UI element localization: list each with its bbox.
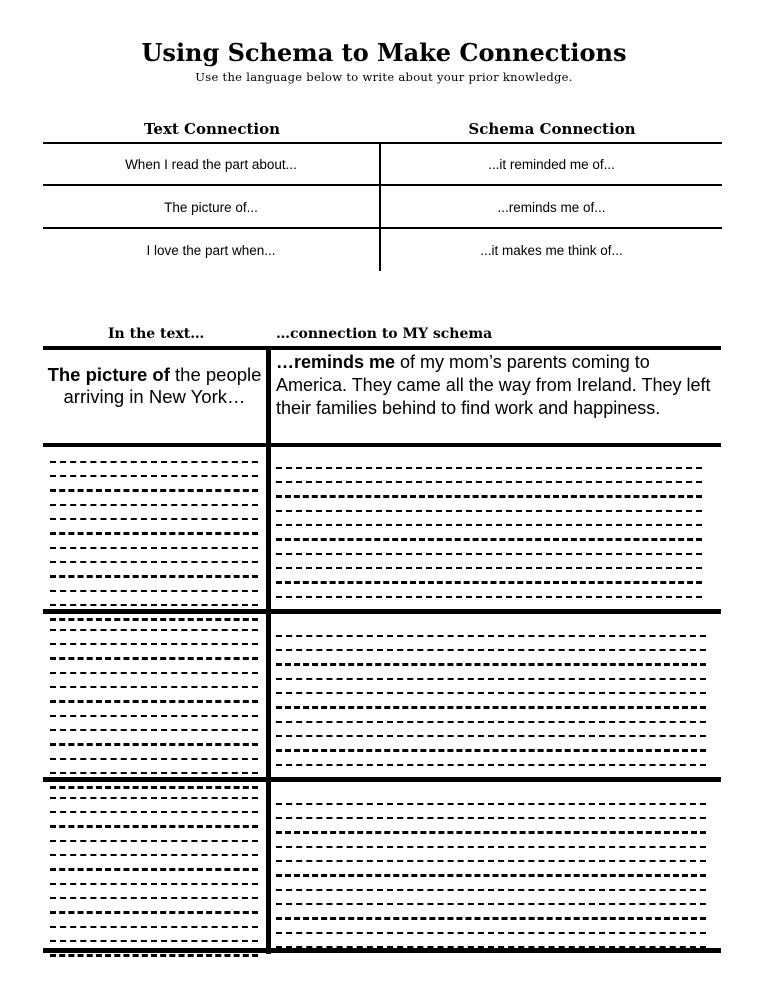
example-stem-bold: …reminds me bbox=[276, 352, 396, 372]
writing-line[interactable] bbox=[50, 677, 258, 688]
writing-line[interactable] bbox=[276, 515, 702, 526]
table-rule bbox=[43, 443, 721, 447]
page-title: Using Schema to Make Connections bbox=[141, 38, 627, 67]
writing-line[interactable] bbox=[50, 802, 258, 813]
example-text-cell bbox=[43, 364, 266, 408]
writing-line[interactable] bbox=[50, 581, 258, 592]
writing-line[interactable] bbox=[50, 523, 258, 535]
writing-line[interactable] bbox=[50, 452, 258, 463]
writing-line[interactable] bbox=[276, 458, 702, 469]
writing-line[interactable] bbox=[50, 845, 258, 856]
writing-line[interactable] bbox=[276, 769, 706, 780]
writing-line[interactable] bbox=[276, 683, 706, 694]
writing-line[interactable] bbox=[50, 763, 258, 774]
writing-line[interactable] bbox=[50, 691, 258, 703]
writing-line[interactable] bbox=[50, 663, 258, 674]
writing-line[interactable] bbox=[276, 923, 706, 934]
writing-line[interactable] bbox=[276, 486, 702, 498]
example-stem-bold: The picture of bbox=[47, 364, 170, 385]
writing-line[interactable] bbox=[50, 466, 258, 477]
stems-header-text-connection: Text Connection bbox=[143, 120, 281, 138]
writing-line[interactable] bbox=[276, 572, 702, 584]
writing-line[interactable] bbox=[50, 538, 258, 549]
writing-line[interactable] bbox=[276, 851, 706, 862]
writing-line[interactable] bbox=[276, 726, 706, 737]
writing-line[interactable] bbox=[50, 902, 258, 914]
writing-lines-right-1[interactable] bbox=[276, 458, 702, 615]
writing-line[interactable] bbox=[276, 669, 706, 680]
page-subtitle: Use the language below to write about your prior knowledge. bbox=[195, 70, 573, 84]
writing-line[interactable] bbox=[276, 626, 706, 637]
writing-line[interactable] bbox=[50, 945, 258, 957]
stem-text-3: I love the part when... bbox=[146, 243, 276, 258]
writing-line[interactable] bbox=[50, 888, 258, 899]
writing-line[interactable] bbox=[50, 634, 258, 645]
stems-header-schema-connection: Schema Connection bbox=[468, 120, 636, 138]
writing-line[interactable] bbox=[276, 697, 706, 709]
writing-line[interactable] bbox=[276, 937, 706, 948]
writing-line[interactable] bbox=[50, 720, 258, 731]
writing-line[interactable] bbox=[50, 931, 258, 942]
writing-lines-left-3[interactable] bbox=[50, 788, 258, 960]
writing-line[interactable] bbox=[50, 648, 258, 660]
writing-line[interactable] bbox=[276, 558, 702, 569]
stem-text-1: When I read the part about... bbox=[125, 157, 297, 172]
writing-line[interactable] bbox=[276, 501, 702, 512]
stem-schema-3: ...it makes me think of... bbox=[480, 243, 623, 258]
writing-line[interactable] bbox=[276, 894, 706, 905]
writing-line[interactable] bbox=[276, 712, 706, 723]
writing-line[interactable] bbox=[276, 654, 706, 666]
writing-line[interactable] bbox=[50, 874, 258, 885]
sentence-stems-table bbox=[43, 142, 722, 271]
writing-line[interactable] bbox=[276, 755, 706, 766]
writing-lines-left-2[interactable] bbox=[50, 620, 258, 792]
writing-line[interactable] bbox=[276, 601, 702, 612]
writing-line[interactable] bbox=[50, 706, 258, 717]
writing-line[interactable] bbox=[50, 831, 258, 842]
writing-line[interactable] bbox=[276, 837, 706, 848]
example-text: the people arriving in New York… bbox=[63, 364, 262, 407]
writing-line[interactable] bbox=[50, 749, 258, 760]
writing-line[interactable] bbox=[276, 822, 706, 834]
writing-header-my-schema: …connection to MY schema bbox=[276, 326, 493, 342]
writing-line[interactable] bbox=[276, 740, 706, 752]
writing-header-in-text: In the text… bbox=[108, 326, 205, 342]
writing-line[interactable] bbox=[50, 917, 258, 928]
stem-text-2: The picture of... bbox=[164, 200, 258, 215]
writing-table bbox=[43, 346, 721, 954]
writing-line[interactable] bbox=[50, 816, 258, 828]
stem-schema-1: ...it reminded me of... bbox=[488, 157, 615, 172]
writing-line[interactable] bbox=[50, 620, 258, 631]
example-schema-text: of my mom’s parents coming to America. They came all the way from Ireland. They left their families behind to find work and happiness. bbox=[276, 352, 711, 418]
writing-line[interactable] bbox=[50, 480, 258, 492]
writing-line[interactable] bbox=[50, 788, 258, 799]
writing-line[interactable] bbox=[50, 495, 258, 506]
example-schema-cell bbox=[276, 351, 716, 420]
writing-line[interactable] bbox=[50, 566, 258, 578]
writing-lines-right-2[interactable] bbox=[276, 626, 706, 783]
writing-lines-left-1[interactable] bbox=[50, 452, 258, 624]
writing-line[interactable] bbox=[276, 908, 706, 920]
stem-schema-2: ...reminds me of... bbox=[497, 200, 606, 215]
writing-line[interactable] bbox=[276, 794, 706, 805]
writing-line[interactable] bbox=[276, 865, 706, 877]
writing-line[interactable] bbox=[50, 595, 258, 606]
writing-line[interactable] bbox=[276, 587, 702, 598]
writing-line[interactable] bbox=[276, 808, 706, 819]
writing-line[interactable] bbox=[50, 552, 258, 563]
writing-line[interactable] bbox=[50, 734, 258, 746]
writing-line[interactable] bbox=[276, 529, 702, 541]
writing-line[interactable] bbox=[276, 640, 706, 651]
table-divider bbox=[266, 346, 271, 954]
writing-line[interactable] bbox=[50, 509, 258, 520]
writing-line[interactable] bbox=[276, 544, 702, 555]
writing-line[interactable] bbox=[276, 880, 706, 891]
table-rule bbox=[43, 346, 721, 350]
writing-line[interactable] bbox=[276, 472, 702, 483]
writing-line[interactable] bbox=[50, 859, 258, 871]
writing-lines-right-3[interactable] bbox=[276, 794, 706, 951]
